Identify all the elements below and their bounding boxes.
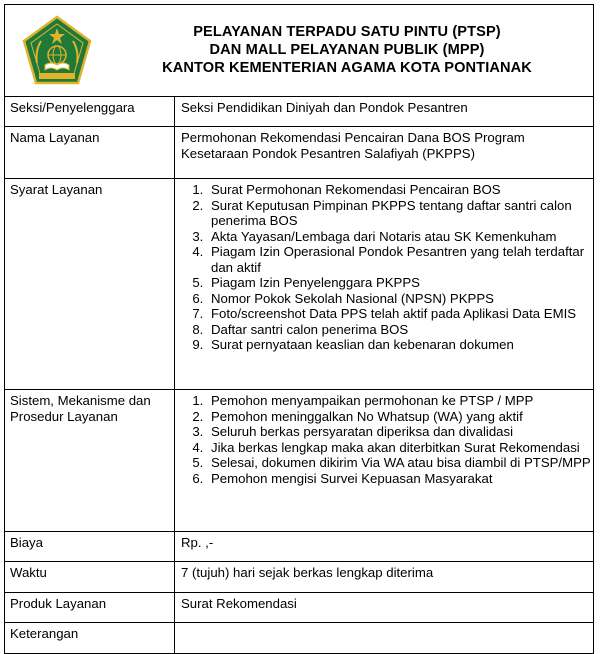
list-item: 3. Akta Yayasan/Lembaga dari Notaris atau SK Kemenkuham [207, 229, 593, 245]
list-item: 6. Nomor Pokok Sekolah Nasional (NPSN) PKPPS [207, 291, 593, 307]
requirements-list [181, 182, 593, 353]
table-row-biaya [5, 532, 594, 562]
row-label: Waktu [5, 562, 175, 593]
list-item: 1. Pemohon menyampaikan permohonan ke PTSP / MPP [207, 393, 593, 409]
header-titles [105, 23, 589, 77]
row-label: Sistem, Mekanisme dan Prosedur Layanan [5, 390, 175, 532]
row-label: Keterangan [5, 623, 175, 654]
service-info-table [4, 96, 594, 654]
list-item: 6. Pemohon mengisi Survei Kepuasan Masyarakat [207, 471, 593, 487]
row-value: Seksi Pendidikan Diniyah dan Pondok Pesantren [175, 97, 594, 127]
table-row-produk-layanan [5, 593, 594, 623]
header-title-line-3: KANTOR KEMENTERIAN AGAMA KOTA PONTIANAK [162, 60, 532, 76]
row-value [175, 390, 594, 532]
row-value [175, 179, 594, 390]
row-label: Produk Layanan [5, 593, 175, 623]
list-item: 4. Piagam Izin Operasional Pondok Pesantren yang telah terdaftar dan aktif [207, 244, 593, 275]
table-row-sistem-prosedur [5, 390, 594, 532]
procedure-list [181, 393, 593, 486]
table-row-syarat-layanan [5, 179, 594, 390]
header-title-line-2: DAN MALL PELAYANAN PUBLIK (MPP) [209, 42, 485, 58]
list-item: 4. Jika berkas lengkap maka akan diterbitkan Surat Rekomendasi [207, 440, 593, 456]
row-value: Permohonan Rekomendasi Pencairan Dana BOS Program Kesetaraan Pondok Pesantren Salafiyah (PKPPS) [175, 127, 594, 179]
header-title-line-1: PELAYANAN TERPADU SATU PINTU (PTSP) [193, 24, 501, 40]
row-label: Nama Layanan [5, 127, 175, 179]
list-item: 5. Selesai, dokumen dikirim Via WA atau bisa diambil di PTSP/MPP [207, 455, 593, 471]
list-item: 7. Foto/screenshot Data PPS telah aktif pada Aplikasi Data EMIS [207, 306, 593, 322]
kemenag-logo [21, 15, 93, 87]
table-row-keterangan [5, 623, 594, 654]
table-row-nama-layanan [5, 127, 594, 179]
list-item: 5. Piagam Izin Penyelenggara PKPPS [207, 275, 593, 291]
list-item: 2. Surat Keputusan Pimpinan PKPPS tentang daftar santri calon penerima BOS [207, 198, 593, 229]
row-label: Biaya [5, 532, 175, 562]
row-label: Seksi/Penyelenggara [5, 97, 175, 127]
table-row-waktu [5, 562, 594, 593]
list-item: 1. Surat Permohonan Rekomendasi Pencairan BOS [207, 182, 593, 198]
row-label: Syarat Layanan [5, 179, 175, 390]
list-item: 8. Daftar santri calon penerima BOS [207, 322, 593, 338]
list-item: 2. Pemohon meninggalkan No Whatsup (WA) yang aktif [207, 409, 593, 425]
row-value: 7 (tujuh) hari sejak berkas lengkap diterima [175, 562, 594, 593]
row-value [175, 623, 594, 654]
list-item: 3. Seluruh berkas persyaratan diperiksa dan divalidasi [207, 424, 593, 440]
table-row-seksi [5, 97, 594, 127]
document-header [4, 4, 594, 96]
row-value: Rp. ,- [175, 532, 594, 562]
row-value: Surat Rekomendasi [175, 593, 594, 623]
list-item: 9. Surat pernyataan keaslian dan kebenaran dokumen [207, 337, 593, 353]
